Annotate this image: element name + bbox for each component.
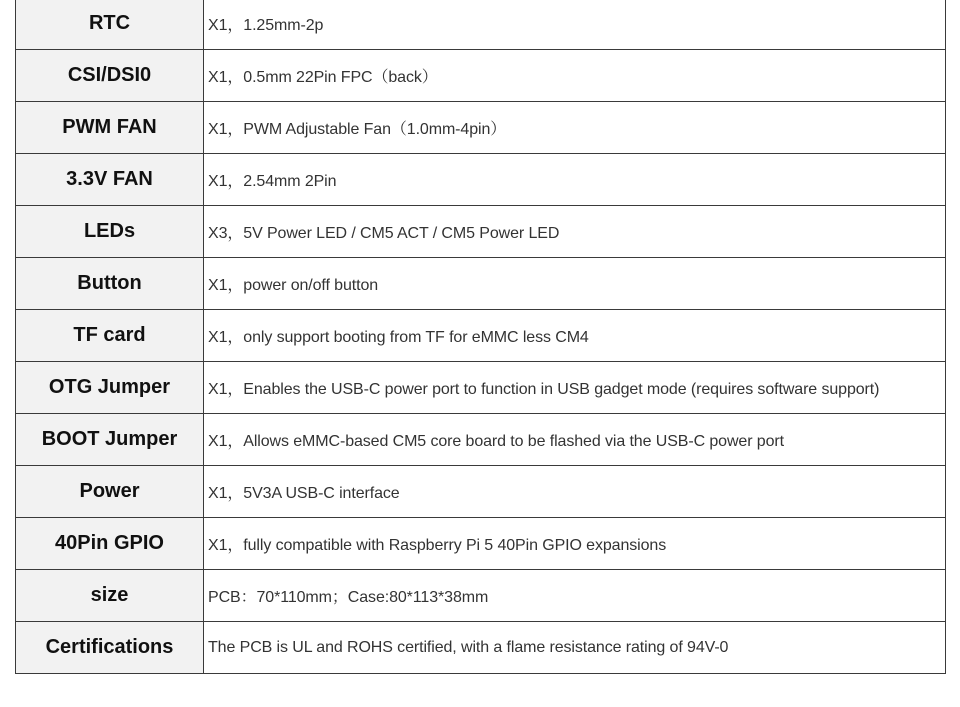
spec-label: size bbox=[16, 570, 204, 621]
spec-value: The PCB is UL and ROHS certified, with a flame resistance rating of 94V-0 bbox=[204, 622, 945, 673]
spec-value: X3，5V Power LED / CM5 ACT / CM5 Power LED bbox=[204, 206, 945, 257]
spec-row bbox=[16, 362, 945, 414]
spec-label: LEDs bbox=[16, 206, 204, 257]
spec-label: CSI/DSI0 bbox=[16, 50, 204, 101]
spec-value: X1，only support booting from TF for eMMC less CM4 bbox=[204, 310, 945, 361]
spec-label: 40Pin GPIO bbox=[16, 518, 204, 569]
spec-row bbox=[16, 310, 945, 362]
spec-row bbox=[16, 622, 945, 674]
spec-row bbox=[16, 570, 945, 622]
spec-value: X1，Enables the USB-C power port to function in USB gadget mode (requires software support) bbox=[204, 362, 945, 413]
spec-row bbox=[16, 102, 945, 154]
spec-row bbox=[16, 518, 945, 570]
spec-label: OTG Jumper bbox=[16, 362, 204, 413]
spec-label: Button bbox=[16, 258, 204, 309]
spec-label: Certifications bbox=[16, 622, 204, 673]
spec-label: PWM FAN bbox=[16, 102, 204, 153]
spec-value: X1，power on/off button bbox=[204, 258, 945, 309]
spec-value: X1，0.5mm 22Pin FPC（back） bbox=[204, 50, 945, 101]
spec-label: Power bbox=[16, 466, 204, 517]
spec-row bbox=[16, 154, 945, 206]
spec-row bbox=[16, 206, 945, 258]
spec-table bbox=[15, 0, 946, 674]
spec-row bbox=[16, 50, 945, 102]
spec-label: BOOT Jumper bbox=[16, 414, 204, 465]
spec-value: X1，fully compatible with Raspberry Pi 5 40Pin GPIO expansions bbox=[204, 518, 945, 569]
spec-value: X1，5V3A USB-C interface bbox=[204, 466, 945, 517]
spec-value: X1，Allows eMMC-based CM5 core board to be flashed via the USB-C power port bbox=[204, 414, 945, 465]
spec-value: PCB：70*110mm；Case:80*113*38mm bbox=[204, 570, 945, 621]
spec-value: X1，PWM Adjustable Fan（1.0mm-4pin） bbox=[204, 102, 945, 153]
spec-value: X1，2.54mm 2Pin bbox=[204, 154, 945, 205]
spec-row bbox=[16, 0, 945, 50]
spec-label: RTC bbox=[16, 0, 204, 49]
spec-label: TF card bbox=[16, 310, 204, 361]
spec-row bbox=[16, 466, 945, 518]
spec-row bbox=[16, 414, 945, 466]
spec-label: 3.3V FAN bbox=[16, 154, 204, 205]
spec-row bbox=[16, 258, 945, 310]
spec-value: X1，1.25mm-2p bbox=[204, 0, 945, 49]
